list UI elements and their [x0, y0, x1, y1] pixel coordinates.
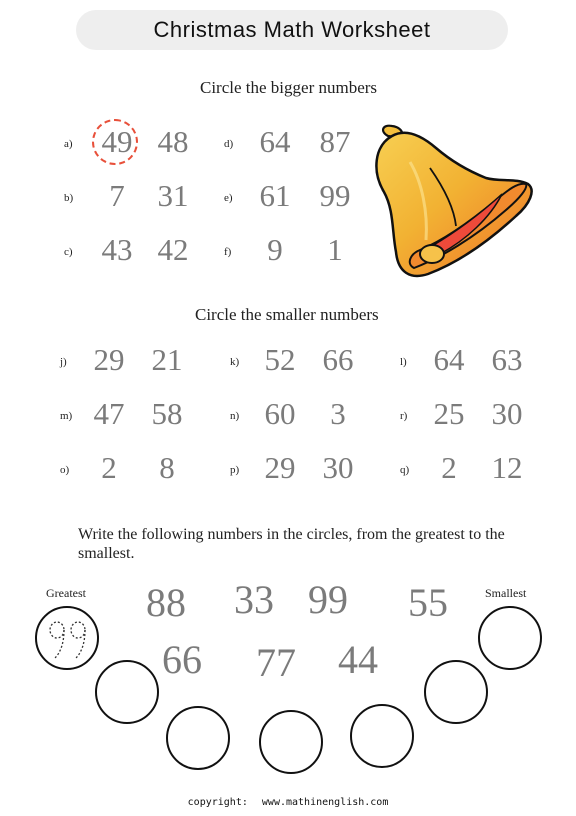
number-option[interactable]: 29	[264, 450, 296, 485]
number-option[interactable]: 99	[319, 178, 351, 213]
number-option[interactable]: 66	[322, 342, 354, 377]
number-option[interactable]: 3	[330, 396, 346, 431]
number-option[interactable]: 58	[151, 396, 183, 431]
item-label: j)	[60, 356, 67, 368]
number-option[interactable]: 42	[157, 232, 189, 267]
answer-circle-2[interactable]	[95, 660, 159, 724]
title-bar	[76, 10, 508, 50]
order-number: 55	[408, 580, 448, 625]
item-label: a)	[64, 138, 73, 150]
number-option[interactable]: 48	[157, 124, 189, 159]
item-label: b)	[64, 192, 74, 204]
number-option[interactable]: 64	[259, 124, 291, 159]
item-label: l)	[400, 356, 407, 368]
traced-answer-99	[37, 608, 97, 668]
order-number: 44	[338, 637, 378, 682]
number-option[interactable]: 61	[259, 178, 291, 213]
answer-circle-3[interactable]	[166, 706, 230, 770]
number-option[interactable]: 12	[491, 450, 523, 485]
item-label: n)	[230, 410, 240, 422]
number-option[interactable]: 7	[109, 178, 125, 213]
number-option[interactable]: 49	[101, 124, 133, 159]
number-option[interactable]: 2	[101, 450, 117, 485]
item-label: p)	[230, 464, 240, 476]
number-option[interactable]: 64	[433, 342, 465, 377]
number-option[interactable]: 43	[101, 232, 133, 267]
number-option[interactable]: 29	[93, 342, 125, 377]
item-label: c)	[64, 246, 73, 258]
footer-url[interactable]: www.mathinenglish.com	[261, 797, 389, 808]
answer-circle-6[interactable]	[424, 660, 488, 724]
item-label: m)	[60, 410, 73, 422]
footer	[0, 797, 576, 808]
bell-icon	[370, 122, 540, 284]
number-option[interactable]: 21	[151, 342, 183, 377]
number-option[interactable]: 63	[491, 342, 523, 377]
order-number: 66	[162, 637, 202, 682]
answer-circle-5[interactable]	[350, 704, 414, 768]
item-label: d)	[224, 138, 234, 150]
order-number: 77	[256, 640, 296, 685]
section2-heading: Circle the smaller numbers	[195, 305, 379, 324]
number-option[interactable]: 87	[319, 124, 351, 159]
number-option[interactable]: 9	[267, 232, 283, 267]
number-option[interactable]: 30	[491, 396, 523, 431]
number-option[interactable]: 30	[322, 450, 354, 485]
number-option[interactable]: 8	[159, 450, 175, 485]
number-option[interactable]: 2	[441, 450, 457, 485]
copyright-label: copyright:	[187, 797, 248, 808]
item-label: e)	[224, 192, 233, 204]
section3-instruction: Write the following numbers in the circles, from the greatest to the smallest.	[78, 526, 505, 562]
order-number: 33	[234, 577, 274, 622]
smallest-label: Smallest	[485, 586, 527, 600]
number-option[interactable]: 31	[157, 178, 189, 213]
item-label: f)	[224, 246, 232, 258]
number-option[interactable]: 52	[264, 342, 296, 377]
item-label: o)	[60, 464, 70, 476]
item-label: q)	[400, 464, 410, 476]
answer-circle-7[interactable]	[478, 606, 542, 670]
answer-circle-1[interactable]	[35, 606, 99, 670]
section1-heading: Circle the bigger numbers	[200, 78, 378, 97]
number-option[interactable]: 1	[327, 232, 343, 267]
order-number: 99	[308, 577, 348, 622]
number-option[interactable]: 47	[93, 396, 125, 431]
page-title: Christmas Math Worksheet	[153, 17, 431, 42]
item-label: r)	[400, 410, 408, 422]
number-option[interactable]: 60	[264, 396, 296, 431]
answer-circle-4[interactable]	[259, 710, 323, 774]
number-option[interactable]: 25	[433, 396, 465, 431]
item-label: k)	[230, 356, 240, 368]
order-number: 88	[146, 580, 186, 625]
greatest-label: Greatest	[46, 586, 86, 600]
